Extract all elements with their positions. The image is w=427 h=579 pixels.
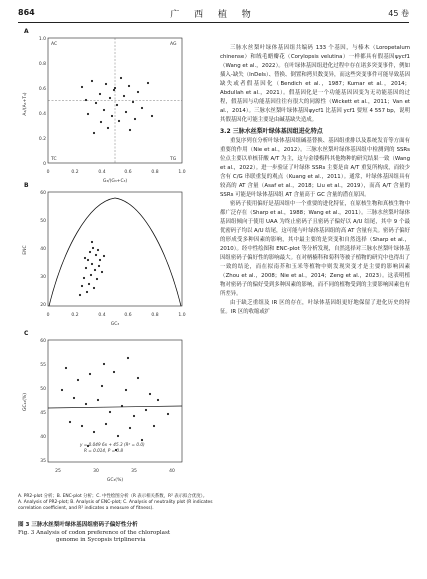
quadrant-label: TG (170, 157, 177, 162)
y-tick: 30 (40, 275, 46, 280)
scatter-points (61, 357, 169, 451)
x-tick: 1.0 (178, 170, 186, 175)
y-tick: 35 (40, 459, 46, 464)
x-tick: 0 (46, 170, 50, 175)
x-tick: 0.6 (124, 170, 132, 175)
y-axis-label: A₃/(A₃+T₃) (23, 92, 28, 116)
y-tick: 50 (40, 387, 46, 392)
quadrant-label: AC (51, 42, 58, 47)
page-header (18, 6, 409, 20)
journal-name: 广 西 植 物 (170, 10, 257, 20)
x-tick: 0.2 (71, 313, 79, 318)
x-tick: 0.4 (98, 313, 106, 318)
scatter-points (81, 77, 153, 134)
y-tick: 60 (40, 339, 46, 344)
neutrality-plot (18, 328, 210, 488)
y-tick: 0.6 (38, 87, 46, 92)
page-number: 864 (18, 8, 35, 17)
regression-equation: y = 0.049 6x + 45.3 (R² = 0.0) (80, 442, 145, 447)
x-axis-label: GC₃ (110, 322, 120, 327)
scatter-points (79, 241, 105, 296)
y-tick: 20 (40, 303, 46, 308)
x-tick: 40 (169, 469, 175, 474)
paragraph: 三脉水丝梨叶绿体基因组共编码 133 个基因，与榛木（Loropetalum chinense）和绒毛蜡瓣花（Corylopsis velutina）一样都具有假基因ψycf1（Wang et al.，2022）。在叶绿体基因组进化过程中存在诸多突变事件，例如插入-缺失（InDels）、替换、倒置和拷贝数变异，而这些突变事件可能导致基因缺失或者假基因化（Bendich et al.，1987；Kumar et al.，2014；Abdullah et al.，2021）。假基因化是一个功能基因因变为无功能基因的过程，假基因与功能基因往往有很大的同源性（Wickett et al.，2011；Van et al.，2014）。三脉水丝梨叶绿体基因ψycf1 比基因 ycf1 要短 4 557 bp，说明其假基因化可能主要是由碱基缺失造成。 (220, 45, 410, 123)
panel-a (18, 26, 210, 188)
right-text-column (220, 44, 410, 317)
panel-b (18, 180, 210, 330)
caption-en: A. Analysis of PR2-plot; B. Analysis of ENC-plot; C. Analysis of neutrality plot (R indicates correlation coefficient, and R² indicates a measure of fitness). (18, 500, 213, 512)
y-tick: 50 (40, 219, 46, 224)
pr2-plot (18, 26, 210, 188)
paragraph: 由于缺乏重组及 IR 区的存在，叶绿体基因组更好地保留了进化历史的特征。IR 区的收缩或扩 (220, 300, 410, 315)
figure-title-en-2: genome in Sycopsis triplinervia (56, 537, 146, 544)
y-tick: 0.4 (38, 112, 46, 117)
x-tick: 30 (93, 469, 99, 474)
panel-a-label: A (24, 28, 29, 35)
x-tick: 0.6 (124, 313, 132, 318)
section-heading: 3.2 三脉水丝梨叶绿体基因组进化特点 (220, 128, 323, 135)
y-tick: 55 (40, 363, 46, 368)
y-tick: 45 (40, 411, 46, 416)
quadrant-label: TC (51, 157, 57, 162)
x-tick: 25 (55, 469, 61, 474)
y-axis-label: ENC (23, 245, 28, 255)
figure-title-en-1: Fig. 3 Analysis of codon preference of the chloroplast (18, 529, 171, 536)
figure-caption (18, 494, 213, 513)
x-tick: 35 (131, 469, 137, 474)
regression-stats: R = 0.014, P = 0.8 (84, 448, 124, 453)
y-tick: 1.0 (38, 37, 46, 42)
x-tick: 0.4 (98, 170, 106, 175)
quadrant-label: AG (170, 42, 177, 47)
y-tick: 0 (43, 162, 46, 167)
volume-number: 45 卷 (388, 9, 409, 18)
x-axis-label: GC₃(%) (106, 478, 124, 483)
figure-title (18, 522, 218, 545)
x-tick: 0 (46, 313, 50, 318)
panel-c (18, 328, 210, 488)
panel-b-label: B (24, 182, 29, 189)
regression-line (48, 406, 182, 408)
x-tick: 0.8 (151, 170, 159, 175)
y-tick: 0.8 (38, 62, 46, 67)
expected-enc-curve (49, 198, 181, 306)
caption-cn: A. PR2-plot 分析；B. ENC-plot 分析；C. 中性绘图分析（R 表示相关系数，R² 表示拟合优度）。 (18, 494, 208, 499)
x-tick: 1.0 (178, 313, 186, 318)
figure-title-cn: 图 3 三脉水丝梨叶绿体基因组密码子偏好性分析 (18, 522, 138, 528)
enc-plot (18, 180, 210, 330)
x-tick: 0.8 (151, 313, 159, 318)
x-tick: 0.2 (71, 170, 79, 175)
x-axis-label: G₃/(G₃+C₃) (102, 179, 128, 184)
y-tick: 0.2 (38, 137, 46, 142)
y-tick: 60 (40, 191, 46, 196)
panel-c-label: C (24, 330, 29, 337)
paragraph: 密码子使用偏好是基因组中一个重要的进化特征，在原核生物和真核生物中都广泛存在（Sharp et al.，1988；Wang et al.，2011）。三脉水丝梨叶绿体基因组倾向于使用 UAA 为终止密码子且密码子偏好以 A/U 结尾，其中 9 个最优密码子均以 A/U 结尾，这可能与叶绿体基因组的高 AT 含量有关。密码子偏好的形成受多种因素的影响，其中最主要的是突变和自然选择（Sharp et al.，2010）。经中性绘图和 ENC-plot 等分析发现，自然选择对三脉水丝梨叶绿体基因组密码子偏好性的影响最大。在对柄楠科和菊科等被子植物的研究中也得出了一致的结论，而在拟南芥和玉米等植物中则发现突变才是主要的影响因素（Zhou et al.，2008；Nie et al.，2014；Zeng et al.，2023）。这表明植物对密码子的偏好受到多种因素的影响，而不同的植物受到的主要影响因素也有所差异。 (220, 201, 410, 297)
y-tick: 40 (40, 247, 46, 252)
y-axis-label: GC₁₂(%) (23, 392, 28, 412)
header-rule (18, 22, 409, 23)
paragraph: 重复序列在分析叶绿体基因组碱基替换、基因组重排以及系统发育等方面有重要的作用（Nie et al.，2012）。三脉水丝梨叶绿体基因组中检测到的 SSRs 位点主要以单核苷酸 A/T 为主，这与金缕梅科其他物种的研究结果一致（Wang et al.，2022）。进一步验证了叶绿体 SSRs 主要是由 A/T 重复所构成，而较少含有 C/G 串联重复的观点（Kuang et al.，2011）。通常，叶绿体基因组具有较高的 AT 含量（Asaf et al.，2018；Liu et al.，2019），而高 A/T 含量的 SSRs 可能是叶绿体基因组 AT 含量高于 GC 含量的潜在原因。 (220, 138, 410, 198)
y-tick: 40 (40, 435, 46, 440)
